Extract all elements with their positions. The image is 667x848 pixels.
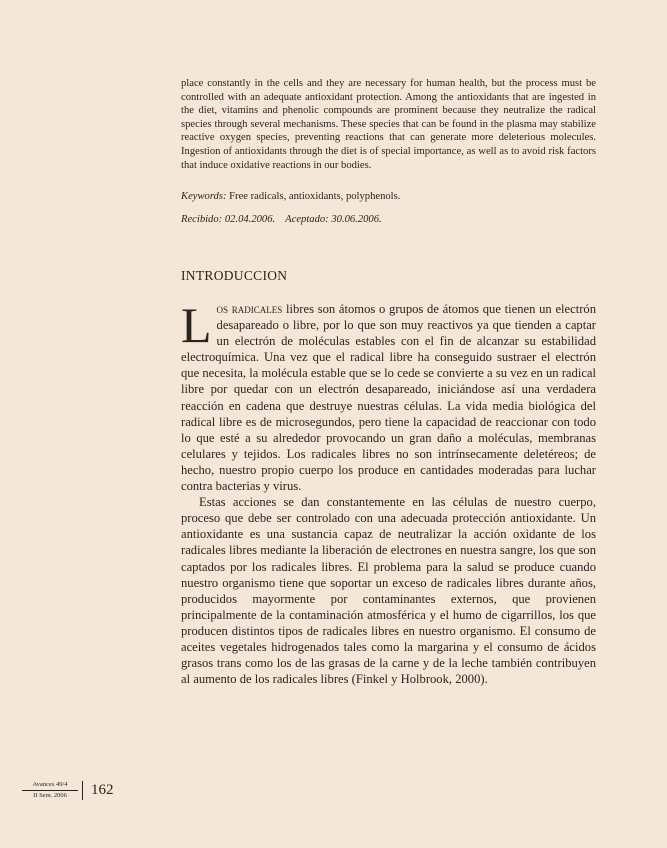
footer-rule <box>22 790 78 791</box>
dates-line <box>181 213 596 227</box>
received-date: Recibido: 02.04.2006. <box>181 214 276 225</box>
keywords-value: Free radicals, antioxidants, polyphenols. <box>226 191 401 202</box>
lead-smallcaps: os radicales <box>216 302 283 316</box>
body-paragraph-1 <box>181 297 597 494</box>
accepted-date: Aceptado: 30.06.2006. <box>285 214 382 225</box>
footer-divider <box>82 781 83 800</box>
journal-issue: II Sem. 2006 <box>33 792 67 799</box>
body-text <box>181 297 597 687</box>
journal-info <box>22 781 78 800</box>
body-paragraph-2: Estas acciones se dan constantemente en las células de nuestro cuerpo, proceso que debe ser controlado con una adecuada protección antioxidante. Un antioxidante es una sustancia capaz de neutralizar la acción oxidante de los radicales libres mediante la liberación de electrones en nuestra sangre, los que son captados por los radicales libres. El problema para la salud se produce cuando nuestro organismo tiene que soportar un exceso de radicales libres durante años, producidos mayormente por contaminantes externos, que provienen principalmente de la contaminación atmosférica y el humo de cigarrillos, los que producen distintos tipos de radicales libres en nuestro organismo. El consumo de aceites vegetales hidrogenados tales como la margarina y el consumo de ácidos grasos trans como los de las grasas de la carne y de la leche también contribuyen al aumento de los radicales libres (Finkel y Holbrook, 2000). <box>181 495 596 687</box>
keywords-line <box>181 190 596 204</box>
drop-cap: L <box>181 297 212 353</box>
paragraph-1-text: libres son átomos o grupos de átomos que tienen un electrón desapareado o libre, por lo que son muy reactivos ya que tienden a captar un electrón de moléculas estables con el fin de alcanzar su estabilidad electroquímica. Una vez que el radical libre ha conseguido sustraer el electrón que necesita, la molécula estable que se lo cede se convierte a su vez en un radical libre por quedar con un electrón desapareado, iniciándose así una verdadera reacción en cadena que destruye nuestras células. La vida media biológica del radical libre es de microsegundos, pero tiene la capacidad de reaccionar con todo lo que esté a su alrededor provocando un gran daño a moléculas, membranas celulares y tejidos. Los radicales libres no son intrínsecamente deletéreos; de hecho, nuestro propio cuerpo los produce en cantidades moderadas para luchar contra bacterias y virus. <box>181 302 597 494</box>
page-footer <box>22 781 122 805</box>
journal-name: Avances 49/4 <box>32 781 68 788</box>
abstract-text: place constantly in the cells and they are necessary for human health, but the process must be controlled with an adequate antioxidant protection. Among the antioxidants that are ingested in the diet, vitamins and phenolic compounds are prominent because they neutralize the radical species through several mechanisms. These species that can be found in the plasma may stabilize reactive oxygen species, preventing reactions that can generate more deleterious molecules. Ingestion of antioxidants through the diet is of special importance, as well as to avoid risk factors that induce oxidative reactions in our bodies. <box>181 78 596 171</box>
section-title: INTRODUCCION <box>181 268 288 283</box>
page-number: 162 <box>91 782 114 798</box>
keywords-label: Keywords: <box>181 191 227 202</box>
